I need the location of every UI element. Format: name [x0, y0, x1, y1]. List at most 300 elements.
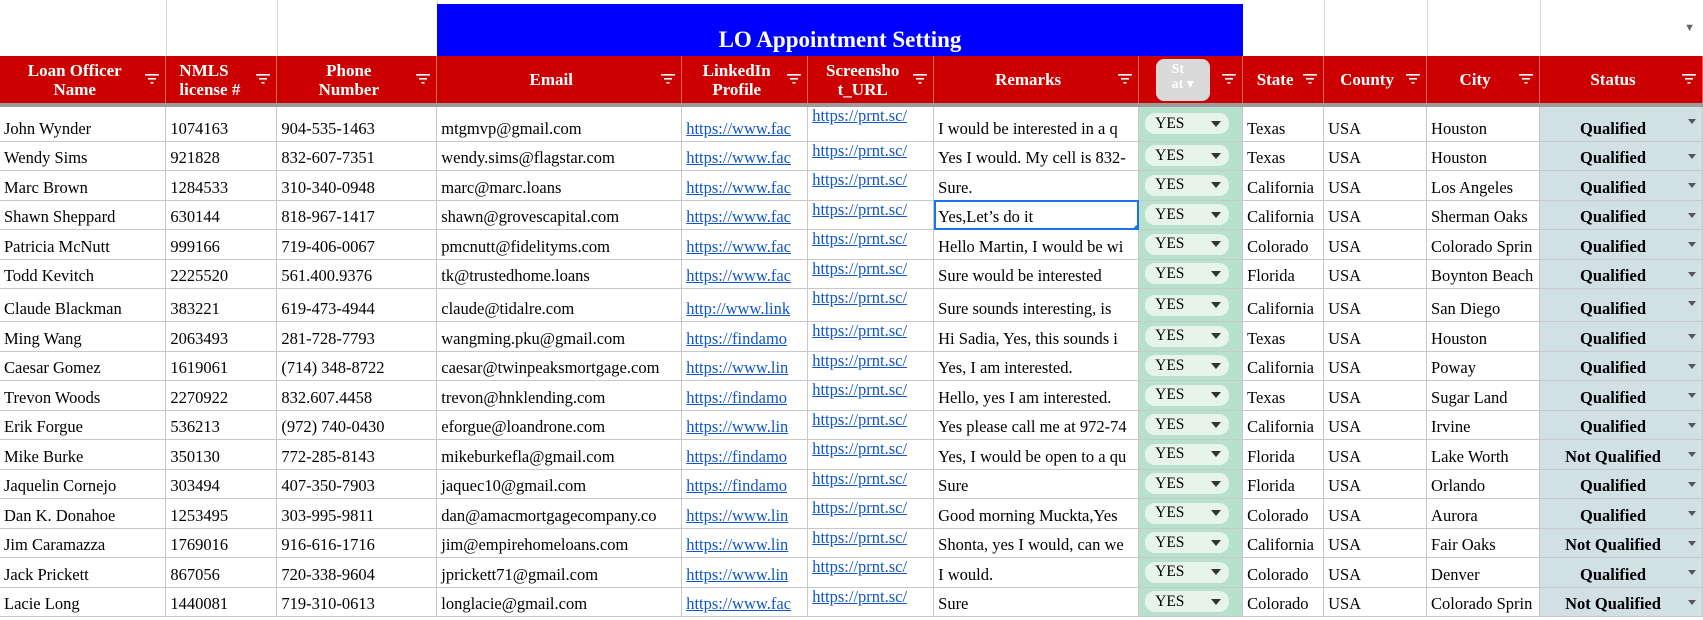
yes-dropdown-chip[interactable] [1145, 503, 1229, 524]
cell-state[interactable]: Texas [1243, 322, 1324, 352]
dropdown-arrow-icon[interactable] [1688, 393, 1696, 398]
filter-icon[interactable] [1303, 74, 1317, 84]
cell-county[interactable]: USA [1324, 440, 1427, 470]
dropdown-arrow-icon[interactable] [1211, 392, 1221, 398]
cell-linkedin-link[interactable]: https://www.fac [682, 105, 808, 141]
status-label: Qualified [1580, 118, 1647, 138]
cell-screenshot-link[interactable]: https://prnt.sc/ [808, 289, 934, 322]
dropdown-arrow-icon[interactable] [1688, 511, 1696, 516]
cell-city[interactable]: Aurora [1427, 499, 1540, 529]
cell-status[interactable] [1540, 105, 1703, 141]
cell-phone[interactable]: 818-967-1417 [277, 200, 437, 230]
cell-stat[interactable] [1139, 528, 1243, 558]
yes-dropdown-chip[interactable] [1145, 562, 1229, 583]
column-header-phone-number[interactable] [277, 56, 437, 105]
cell-name[interactable]: Ming Wang [0, 322, 166, 352]
column-header-stat[interactable] [1139, 56, 1243, 105]
cell-email[interactable]: eforgue@loandrone.com [437, 410, 682, 440]
cell-linkedin-link[interactable]: https://www.lin [682, 410, 808, 440]
cell-stat[interactable] [1139, 322, 1243, 352]
cell-status[interactable] [1540, 351, 1703, 381]
cell-screenshot-link[interactable]: https://prnt.sc/ [808, 259, 934, 289]
cell-remarks[interactable] [934, 322, 1139, 352]
cell-nmls[interactable]: 921828 [166, 141, 277, 171]
empty-cell[interactable] [0, 0, 167, 56]
cell-name[interactable]: Patricia McNutt [0, 230, 166, 260]
cell-county[interactable]: USA [1324, 499, 1427, 529]
cell-linkedin-link[interactable]: https://www.fac [682, 171, 808, 201]
cell-screenshot-link[interactable]: https://prnt.sc/ [808, 499, 934, 529]
cell-state[interactable]: California [1243, 410, 1324, 440]
cell-phone[interactable]: 719-310-0613 [277, 587, 437, 617]
cell-state[interactable]: Florida [1243, 440, 1324, 470]
cell-remarks[interactable] [934, 381, 1139, 411]
cell-nmls[interactable]: 999166 [166, 230, 277, 260]
cell-linkedin-link[interactable]: https://www.lin [682, 528, 808, 558]
chip-label: YES [1155, 533, 1185, 551]
cell-remarks[interactable] [934, 410, 1139, 440]
cell-screenshot-link[interactable]: https://prnt.sc/ [808, 469, 934, 499]
dropdown-arrow-icon[interactable] [1688, 452, 1696, 457]
cell-screenshot-link[interactable]: https://prnt.sc/ [808, 558, 934, 588]
cell-linkedin-link[interactable]: https://www.fac [682, 141, 808, 171]
cell-name[interactable]: Mike Burke [0, 440, 166, 470]
cell-stat[interactable] [1139, 289, 1243, 322]
cell-nmls[interactable]: 2063493 [166, 322, 277, 352]
cell-nmls[interactable]: 2270922 [166, 381, 277, 411]
cell-status[interactable] [1540, 289, 1703, 322]
filter-icon[interactable] [787, 74, 801, 84]
cell-name[interactable]: Dan K. Donahoe [0, 499, 166, 529]
chevron-down-icon[interactable]: ▼ [1684, 22, 1695, 34]
cell-status[interactable] [1540, 230, 1703, 260]
empty-cell[interactable] [166, 0, 278, 56]
cell-status[interactable] [1540, 587, 1703, 617]
dropdown-arrow-icon[interactable] [1688, 301, 1696, 306]
yes-dropdown-chip[interactable] [1145, 414, 1229, 435]
cell-email[interactable]: tk@trustedhome.loans [437, 259, 682, 289]
cell-remarks[interactable] [934, 230, 1139, 260]
cell-name[interactable]: Shawn Sheppard [0, 200, 166, 230]
cell-linkedin-link[interactable]: https://www.fac [682, 200, 808, 230]
cell-city[interactable]: Irvine [1427, 410, 1540, 440]
cell-name[interactable]: Erik Forgue [0, 410, 166, 440]
cell-linkedin-link[interactable]: https://www.lin [682, 558, 808, 588]
cell-email[interactable]: wendy.sims@flagstar.com [437, 141, 682, 171]
cell-status[interactable] [1540, 499, 1703, 529]
cell-city[interactable]: Orlando [1427, 469, 1540, 499]
dropdown-arrow-icon[interactable] [1211, 212, 1221, 218]
dropdown-arrow-icon[interactable] [1211, 241, 1221, 247]
cell-linkedin-link[interactable]: https://www.lin [682, 499, 808, 529]
cell-nmls[interactable]: 1074163 [166, 105, 277, 141]
dropdown-arrow-icon[interactable] [1688, 541, 1696, 546]
cell-phone[interactable]: 303-995-9811 [277, 499, 437, 529]
cell-state[interactable]: Colorado [1243, 558, 1324, 588]
chip-label: YES [1155, 264, 1185, 282]
cell-nmls[interactable]: 1284533 [166, 171, 277, 201]
cell-city[interactable]: Sugar Land [1427, 381, 1540, 411]
cell-stat[interactable] [1139, 230, 1243, 260]
cell-screenshot-link[interactable]: https://prnt.sc/ [808, 381, 934, 411]
cell-screenshot-link[interactable]: https://prnt.sc/ [808, 528, 934, 558]
cell-remarks[interactable] [934, 105, 1139, 141]
cell-city[interactable]: San Diego [1427, 289, 1540, 322]
column-header-county[interactable] [1324, 56, 1427, 105]
cell-remarks[interactable] [934, 289, 1139, 322]
cell-email[interactable]: longlacie@gmail.com [437, 587, 682, 617]
cell-nmls[interactable]: 1769016 [166, 528, 277, 558]
cell-nmls[interactable]: 350130 [166, 440, 277, 470]
filter-icon[interactable] [1406, 74, 1420, 84]
cell-nmls[interactable]: 630144 [166, 200, 277, 230]
cell-remarks[interactable] [934, 171, 1139, 201]
empty-cell[interactable] [1324, 0, 1428, 56]
cell-email[interactable]: wangming.pku@gmail.com [437, 322, 682, 352]
cell-name[interactable]: Jack Prickett [0, 558, 166, 588]
remarks-text: Good morning Muckta,Yes [938, 505, 1118, 525]
cell-city[interactable]: Houston [1427, 105, 1540, 141]
cell-status[interactable] [1540, 141, 1703, 171]
cell-linkedin-link[interactable]: https://findamo [682, 440, 808, 470]
filter-icon[interactable] [661, 74, 675, 84]
cell-phone[interactable]: 310-340-0948 [277, 171, 437, 201]
cell-email[interactable]: pmcnutt@fidelityms.com [437, 230, 682, 260]
yes-dropdown-chip[interactable] [1145, 204, 1229, 225]
cell-stat[interactable] [1139, 499, 1243, 529]
cell-screenshot-link[interactable]: https://prnt.sc/ [808, 230, 934, 260]
cell-screenshot-link[interactable]: https://prnt.sc/ [808, 410, 934, 440]
column-header-city[interactable] [1427, 56, 1540, 105]
cell-city[interactable]: Lake Worth [1427, 440, 1540, 470]
cell-stat[interactable] [1139, 558, 1243, 588]
cell-status[interactable] [1540, 440, 1703, 470]
cell-stat[interactable] [1139, 141, 1243, 171]
cell-county[interactable]: USA [1324, 171, 1427, 201]
cell-name[interactable]: Jim Caramazza [0, 528, 166, 558]
empty-cell[interactable] [1243, 0, 1325, 56]
column-header-linkedin-profile[interactable] [682, 56, 808, 105]
cell-email[interactable]: dan@amacmortgagecompany.co [437, 499, 682, 529]
cell-linkedin-link[interactable]: https://www.fac [682, 230, 808, 260]
cell-county[interactable]: USA [1324, 469, 1427, 499]
cell-remarks[interactable] [934, 558, 1139, 588]
cell-remarks[interactable] [934, 587, 1139, 617]
dropdown-arrow-icon[interactable] [1688, 272, 1696, 277]
cell-remarks[interactable] [934, 259, 1139, 289]
filter-icon[interactable] [913, 74, 927, 84]
dropdown-arrow-icon[interactable] [1211, 451, 1221, 457]
cell-email[interactable]: shawn@grovescapital.com [437, 200, 682, 230]
cell-status[interactable] [1540, 171, 1703, 201]
yes-dropdown-chip[interactable] [1145, 473, 1229, 494]
cell-state[interactable]: Texas [1243, 381, 1324, 411]
dropdown-arrow-icon[interactable] [1688, 119, 1696, 124]
cell-phone[interactable]: 561.400.9376 [277, 259, 437, 289]
cell-name[interactable]: John Wynder [0, 105, 166, 141]
cell-state[interactable]: Texas [1243, 105, 1324, 141]
yes-dropdown-chip[interactable] [1145, 145, 1229, 166]
dropdown-arrow-icon[interactable] [1688, 154, 1696, 159]
cell-remarks[interactable] [934, 351, 1139, 381]
dropdown-arrow-icon[interactable] [1211, 363, 1221, 369]
yes-dropdown-chip[interactable] [1145, 355, 1229, 376]
cell-remarks[interactable] [934, 469, 1139, 499]
dropdown-arrow-icon[interactable] [1211, 481, 1221, 487]
yes-dropdown-chip[interactable] [1145, 532, 1229, 553]
table-row [0, 141, 1703, 171]
cell-county[interactable]: USA [1324, 587, 1427, 617]
cell-county[interactable]: USA [1324, 528, 1427, 558]
cell-remarks[interactable] [934, 141, 1139, 171]
dropdown-arrow-icon[interactable] [1688, 600, 1696, 605]
column-header-screenshot-url[interactable] [808, 56, 934, 105]
empty-cell[interactable] [277, 0, 438, 56]
cell-name[interactable]: Caesar Gomez [0, 351, 166, 381]
cell-name[interactable]: Wendy Sims [0, 141, 166, 171]
cell-screenshot-link[interactable]: https://prnt.sc/ [808, 141, 934, 171]
cell-email[interactable]: mikeburkefla@gmail.com [437, 440, 682, 470]
cell-nmls[interactable]: 383221 [166, 289, 277, 322]
cell-status[interactable] [1540, 528, 1703, 558]
stat-header-chip[interactable]: St at ▾ [1156, 59, 1210, 101]
cell-county[interactable]: USA [1324, 351, 1427, 381]
dropdown-arrow-icon[interactable] [1211, 569, 1221, 575]
cell-screenshot-link[interactable]: https://prnt.sc/ [808, 351, 934, 381]
cell-linkedin-link[interactable]: http://www.link [682, 289, 808, 322]
cell-stat[interactable] [1139, 259, 1243, 289]
cell-county[interactable]: USA [1324, 105, 1427, 141]
cell-email[interactable]: claude@tidalre.com [437, 289, 682, 322]
cell-state[interactable]: Florida [1243, 469, 1324, 499]
cell-phone[interactable]: 281-728-7793 [277, 322, 437, 352]
cell-state[interactable]: Texas [1243, 141, 1324, 171]
dropdown-arrow-icon[interactable] [1688, 423, 1696, 428]
cell-status[interactable] [1540, 558, 1703, 588]
table-row [0, 499, 1703, 529]
dropdown-arrow-icon[interactable] [1211, 302, 1221, 308]
yes-dropdown-chip[interactable] [1145, 591, 1229, 612]
cell-state[interactable]: Colorado [1243, 230, 1324, 260]
cell-city[interactable]: Houston [1427, 322, 1540, 352]
cell-phone[interactable]: (972) 740-0430 [277, 410, 437, 440]
cell-status[interactable] [1540, 381, 1703, 411]
chip-label: YES [1155, 205, 1185, 223]
filter-icon[interactable] [1222, 74, 1236, 84]
cell-state[interactable]: Colorado [1243, 587, 1324, 617]
cell-email[interactable]: jaquec10@gmail.com [437, 469, 682, 499]
cell-status[interactable] [1540, 259, 1703, 289]
cell-screenshot-link[interactable]: https://prnt.sc/ [808, 200, 934, 230]
title-row [0, 0, 1703, 57]
cell-screenshot-link[interactable]: https://prnt.sc/ [808, 587, 934, 617]
cell-county[interactable]: USA [1324, 259, 1427, 289]
dropdown-arrow-icon[interactable] [1211, 599, 1221, 605]
cell-nmls[interactable]: 536213 [166, 410, 277, 440]
cell-nmls[interactable]: 1253495 [166, 499, 277, 529]
dropdown-arrow-icon[interactable] [1688, 482, 1696, 487]
cell-phone[interactable]: 916-616-1716 [277, 528, 437, 558]
cell-city[interactable]: Fair Oaks [1427, 528, 1540, 558]
cell-stat[interactable] [1139, 351, 1243, 381]
dropdown-arrow-icon[interactable] [1688, 334, 1696, 339]
cell-state[interactable]: Florida [1243, 259, 1324, 289]
table-row [0, 381, 1703, 411]
cell-phone[interactable]: 904-535-1463 [277, 105, 437, 141]
yes-dropdown-chip[interactable] [1145, 295, 1229, 316]
cell-stat[interactable] [1139, 105, 1243, 141]
cell-status[interactable] [1540, 200, 1703, 230]
cell-nmls[interactable]: 867056 [166, 558, 277, 588]
cell-nmls[interactable]: 1619061 [166, 351, 277, 381]
cell-city[interactable]: Houston [1427, 141, 1540, 171]
cell-stat[interactable] [1139, 410, 1243, 440]
cell-name[interactable]: Todd Kevitch [0, 259, 166, 289]
dropdown-arrow-icon[interactable] [1211, 153, 1221, 159]
cell-county[interactable]: USA [1324, 322, 1427, 352]
dropdown-arrow-icon[interactable] [1688, 242, 1696, 247]
cell-state[interactable]: California [1243, 200, 1324, 230]
column-header-email[interactable] [437, 56, 682, 105]
column-header-state[interactable] [1243, 56, 1324, 105]
filter-icon[interactable] [1682, 74, 1696, 84]
cell-screenshot-link[interactable]: https://prnt.sc/ [808, 322, 934, 352]
dropdown-arrow-icon[interactable] [1211, 333, 1221, 339]
column-header-status[interactable] [1540, 56, 1703, 105]
cell-remarks[interactable] [934, 528, 1139, 558]
cell-screenshot-link[interactable]: https://prnt.sc/ [808, 171, 934, 201]
cell-state[interactable]: California [1243, 351, 1324, 381]
column-header-loan-officer-name[interactable] [0, 56, 166, 105]
dropdown-arrow-icon[interactable] [1211, 121, 1221, 127]
cell-county[interactable]: USA [1324, 289, 1427, 322]
cell-screenshot-link[interactable]: https://prnt.sc/ [808, 105, 934, 141]
cell-status[interactable] [1540, 322, 1703, 352]
cell-linkedin-link[interactable]: https://findamo [682, 469, 808, 499]
cell-city[interactable]: Los Angeles [1427, 171, 1540, 201]
cell-nmls[interactable]: 2225520 [166, 259, 277, 289]
cell-phone[interactable]: (714) 348-8722 [277, 351, 437, 381]
cell-stat[interactable] [1139, 440, 1243, 470]
cell-remarks[interactable] [934, 499, 1139, 529]
cell-email[interactable]: jim@empirehomeloans.com [437, 528, 682, 558]
filter-icon[interactable] [256, 74, 270, 84]
cell-linkedin-link[interactable]: https://findamo [682, 381, 808, 411]
cell-email[interactable]: mtgmvp@gmail.com [437, 105, 682, 141]
dropdown-arrow-icon[interactable] [1688, 183, 1696, 188]
yes-dropdown-chip[interactable] [1145, 385, 1229, 406]
yes-dropdown-chip[interactable] [1145, 175, 1229, 196]
filter-icon[interactable] [416, 74, 430, 84]
cell-county[interactable]: USA [1324, 410, 1427, 440]
filter-icon[interactable] [1118, 74, 1132, 84]
dropdown-arrow-icon[interactable] [1211, 510, 1221, 516]
cell-email[interactable]: trevon@hnklending.com [437, 381, 682, 411]
cell-phone[interactable]: 619-473-4944 [277, 289, 437, 322]
remarks-text: Yes please call me at 972-74 [938, 417, 1127, 436]
dropdown-arrow-icon[interactable] [1211, 182, 1221, 188]
cell-phone[interactable]: 719-406-0067 [277, 230, 437, 260]
cell-city[interactable]: Boynton Beach [1427, 259, 1540, 289]
chip-label: YES [1155, 356, 1185, 374]
column-header-nmls-license[interactable] [166, 56, 277, 105]
cell-city[interactable]: Colorado Sprin [1427, 230, 1540, 260]
yes-dropdown-chip[interactable] [1145, 326, 1229, 347]
cell-phone[interactable]: 720-338-9604 [277, 558, 437, 588]
cell-county[interactable]: USA [1324, 558, 1427, 588]
cell-linkedin-link[interactable]: https://www.lin [682, 351, 808, 381]
cell-state[interactable]: California [1243, 171, 1324, 201]
cell-email[interactable]: jprickett71@gmail.com [437, 558, 682, 588]
cell-stat[interactable] [1139, 200, 1243, 230]
dropdown-arrow-icon[interactable] [1688, 364, 1696, 369]
cell-phone[interactable]: 832.607.4458 [277, 381, 437, 411]
dropdown-arrow-icon[interactable] [1211, 271, 1221, 277]
cell-city[interactable]: Denver [1427, 558, 1540, 588]
yes-dropdown-chip[interactable] [1145, 444, 1229, 465]
cell-state[interactable]: Colorado [1243, 499, 1324, 529]
cell-status[interactable] [1540, 469, 1703, 499]
cell-phone[interactable]: 772-285-8143 [277, 440, 437, 470]
cell-linkedin-link[interactable]: https://findamo [682, 322, 808, 352]
cell-state[interactable]: California [1243, 289, 1324, 322]
yes-dropdown-chip[interactable] [1145, 234, 1229, 255]
cell-screenshot-link[interactable]: https://prnt.sc/ [808, 440, 934, 470]
cell-county[interactable]: USA [1324, 230, 1427, 260]
filter-icon[interactable] [1519, 74, 1533, 84]
cell-name[interactable]: Jaquelin Cornejo [0, 469, 166, 499]
cell-remarks[interactable] [934, 200, 1139, 230]
cell-county[interactable]: USA [1324, 381, 1427, 411]
cell-linkedin-link[interactable]: https://www.fac [682, 587, 808, 617]
empty-cell[interactable] [1427, 0, 1541, 56]
cell-remarks[interactable] [934, 440, 1139, 470]
cell-stat[interactable] [1139, 469, 1243, 499]
cell-linkedin-link[interactable]: https://www.fac [682, 259, 808, 289]
cell-phone[interactable]: 832-607-7351 [277, 141, 437, 171]
cell-name[interactable]: Trevon Woods [0, 381, 166, 411]
cell-phone[interactable]: 407-350-7903 [277, 469, 437, 499]
dropdown-arrow-icon[interactable] [1688, 570, 1696, 575]
cell-email[interactable]: caesar@twinpeaksmortgage.com [437, 351, 682, 381]
column-header-remarks[interactable] [934, 56, 1139, 105]
dropdown-arrow-icon[interactable] [1688, 213, 1696, 218]
cell-status[interactable] [1540, 410, 1703, 440]
cell-nmls[interactable]: 1440081 [166, 587, 277, 617]
cell-email[interactable]: marc@marc.loans [437, 171, 682, 201]
sheet-title[interactable]: LO Appointment Setting [437, 4, 1243, 56]
cell-city[interactable]: Sherman Oaks [1427, 200, 1540, 230]
cell-nmls[interactable]: 303494 [166, 469, 277, 499]
cell-stat[interactable] [1139, 587, 1243, 617]
cell-stat[interactable] [1139, 381, 1243, 411]
cell-name[interactable]: Marc Brown [0, 171, 166, 201]
cell-state[interactable]: California [1243, 528, 1324, 558]
cell-county[interactable]: USA [1324, 141, 1427, 171]
yes-dropdown-chip[interactable] [1145, 263, 1229, 284]
cell-city[interactable]: Poway [1427, 351, 1540, 381]
dropdown-arrow-icon[interactable] [1211, 540, 1221, 546]
cell-city[interactable]: Colorado Sprin [1427, 587, 1540, 617]
cell-name[interactable]: Lacie Long [0, 587, 166, 617]
yes-dropdown-chip[interactable] [1145, 113, 1229, 134]
filter-icon[interactable] [145, 74, 159, 84]
dropdown-arrow-icon[interactable] [1211, 422, 1221, 428]
cell-stat[interactable] [1139, 171, 1243, 201]
cell-county[interactable]: USA [1324, 200, 1427, 230]
header-label: Loan Officer [27, 60, 122, 80]
cell-name[interactable]: Claude Blackman [0, 289, 166, 322]
